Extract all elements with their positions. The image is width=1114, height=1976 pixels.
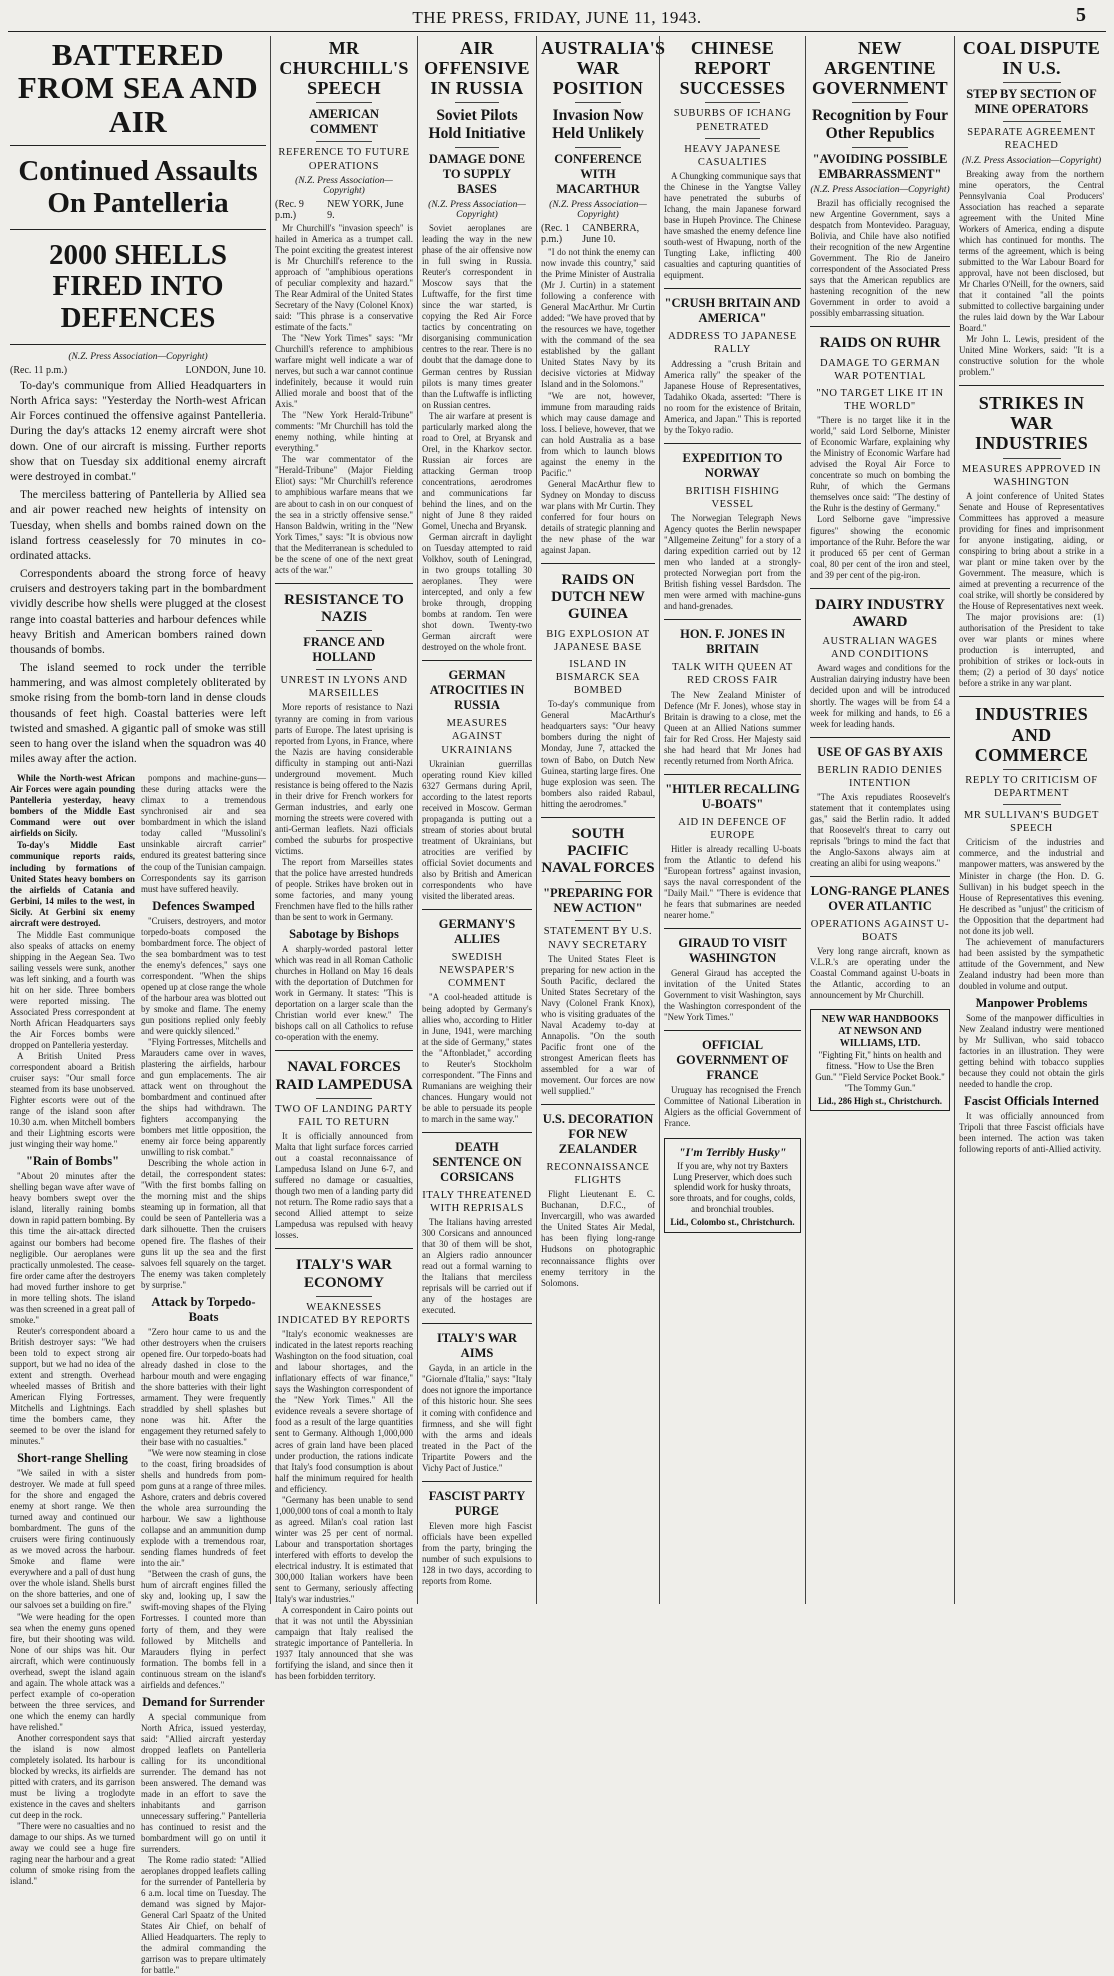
body-paragraph: The "New York Herald-Tribune" comments: "Mr Churchill has told the enemy nothing, while hinting at everything." (275, 410, 413, 454)
body-paragraph: Reuter's correspondent aboard a British destroyer says: "We had been told to expect strong air support, but we had no idea of the extent and strength. Overhead wheeled masses of British and American Flying Fortresses, Mitchells and Lightnings. Each time the bombers came, they seemed to be over the island for minutes." (10, 1325, 135, 1447)
subhead-defences-swamped: Defences Swamped (152, 898, 255, 913)
body-paragraph: The air warfare at present is particularly marked along the road to Orel, at Bryansk and Orel, in the Kharkov sector. Russian air forces are attacking German troop concentrations, aerodromes and communications far behind the lines, and on the night of June 8 they raided Gomel, Unecha and Bryansk. (422, 410, 532, 531)
body-paragraph: More reports of resistance to Nazi tyranny are coming in from various parts of Europe. The latest uprising is reported from Lyons, in France, where the Nazis are having considerable difficulty in stamping out anti-Nazi underground movement. Much resistance is being offered to the Nazis in their drive for French workers for German industries, and early one morning the streets were covered with anti-German leaflets. Nazi officials combed the suburbs for prospective victims. (275, 702, 413, 856)
body-paragraph: Brazil has officially recognised the new Argentine Government, says a despatch from Montevideo. Paraguay, Bolivia, and Chile have also notified their recognition of the new Argentine Government. The Rio de Janeiro correspondent of the Associated Press says that the American republics are hastening recognition of the new Government in order to avoid a possibly embarrassing situation. (810, 198, 950, 319)
column-7 (954, 36, 1108, 1604)
divider (10, 229, 266, 230)
body-paragraph: To-day's Middle East communique reports raids, including by formations of United States heavy bombers on the airfields of Catania and Gerbini, 14 miles to the west, in Sicily. At Gerbini six enemy aircraft were destroyed. (10, 840, 135, 928)
advertisement-handbooks (810, 1009, 950, 1111)
body-paragraph: Mr John L. Lewis, president of the United Mine Workers, said: "It is a constructive solution for the whole problem." (959, 334, 1104, 378)
divider (316, 102, 371, 103)
headline-italy-economy: ITALY'S WAR ECONOMY (295, 1257, 392, 1291)
divider (575, 147, 621, 148)
subhead-france-holland: FRANCE AND HOLLAND (303, 635, 385, 665)
masthead-rule (8, 31, 1106, 32)
body-paragraph: Uruguay has recognised the French Committee of National Liberation in Algiers as the official Government of France. (664, 1085, 801, 1129)
lead-paragraph: The merciless battering of Pantelleria by Allied sea and air power reached new heights of intensity on Tuesday, when shells and bombs rained down on the island fortress ceaselessly for 70 minutes in co-ordinated attacks. (10, 489, 266, 562)
dateline-received: (Rec. 9 p.m.) (275, 198, 304, 221)
divider (1003, 82, 1061, 83)
subhead-short-range: Short-range Shelling (17, 1451, 128, 1466)
divider (275, 583, 413, 584)
body-paragraph: The Middle East communique also speaks of attacks on enemy shipping in the Aegean Sea. Two sailing vessels were sunk, another was left sinking, and a fourth was hit on her side. Three bombers were reported missing. The Associated Press correspondent at North African Headquarters says the Air Forces bombs were dropped on Pantelleria yesterday. (10, 929, 135, 1051)
body-paragraph: Criticism of the industries and commerce, and the industrial and manpower matters, was answered by the Minister in charge (the Hon. D. G. Sullivan) in his budget speech in the House of Representatives this evening. He described as "unjust" the criticism of the Opposition that the department had not done its job well. (959, 837, 1104, 936)
press-credit: (N.Z. Press Association—Copyright) (428, 200, 526, 221)
lead-paragraph: To-day's communique from Allied Headquarters in North Africa says: "Yesterday the North-west African Air Forces continued the offensive against Pantelleria. During the day's attacks 12 enemy aircraft were shot down. One of our aircraft is missing. Further reports show that on Tuesday six additional enemy aircraft were destroyed in combat." (10, 379, 266, 483)
subhead-rain-of-bombs: "Rain of Bombs" (25, 1154, 120, 1169)
press-credit: (N.Z. Press Association—Copyright) (961, 155, 1102, 166)
subhead-no-target: "NO TARGET LIKE IT IN THE WORLD" (816, 387, 944, 413)
headline-german-atrocities: GERMAN ATROCITIES IN RUSSIA (429, 668, 525, 713)
headline-resistance: RESISTANCE TO NAZIS (284, 591, 404, 625)
body-paragraph: Hitler is already recalling U-boats from the Atlantic to defend his "European fortress" against invasion, says the naval correspondent of the "Daily Mail." "There is evidence that he fears that submarines are needed nearer home." (664, 844, 801, 921)
divider (664, 928, 801, 929)
divider (455, 102, 499, 103)
body-paragraph: The achievement of manufacturers had been assisted by the sympathetic attitude of the Government, and New Zealand industry had been more than doubled in volume and output. (959, 936, 1104, 991)
headline-official-government: OFFICIAL GOVERNMENT OF FRANCE (676, 1038, 789, 1083)
headline-continued-assaults: Continued Assaults On Pantelleria (18, 155, 258, 219)
body-paragraph: "The Axis repudiates Roosevelt's statement that it contemplates using gas," said the Berlin radio. It added that Roosevelt's threat to carry out reprisals "brings to mind the fact that the Anglo-Saxons always aim at creating an alibi for using weapons." (810, 791, 950, 869)
body-paragraph: Award wages and conditions for the Australian dairying industry have been decided upon and will be introduced shortly. The wages will be from £4 a week for milking and hands, to £6 a week for leading hands. (810, 663, 950, 729)
subhead-explosion: BIG EXPLOSION AT JAPANESE BASE (546, 628, 650, 653)
divider (422, 1481, 532, 1482)
body-paragraph: A Chungking communique says that the Chinese in the Yangtse Valley have penetrated the suburbs of Ichang, the main Japanese forward base in Hupeh Province. The Chinese have smashed the enemy defence line south-west of Hwapung, north of the Tungting Lake, inflicting 400 casualties and capturing quantities of equipment. (664, 170, 801, 281)
divider (316, 141, 371, 142)
masthead-title: THE PRESS, FRIDAY, JUNE 11, 1943. (412, 8, 702, 27)
headline-argentine: NEW ARGENTINE GOVERNMENT (811, 38, 948, 99)
subhead-japanese-rally: ADDRESS TO JAPANESE RALLY (668, 331, 797, 356)
dateline-place: NEW YORK, June 9. (327, 198, 404, 221)
body-paragraph: The New Zealand Minister of Defence (Mr F. Jones), whose stay in Britain is drawing to a close, met the Queen at an Allied Nations summer fair for Red Cross. Her Majesty said she had heard that Mr Jones had recently returned from North Africa. (664, 689, 801, 766)
press-credit: (N.Z. Press Association—Copyright) (295, 175, 393, 196)
divider (275, 1050, 413, 1051)
body-paragraph: "Flying Fortresses, Mitchells and Marauders came over in waves, plastering the airfields, harbour and gun emplacements. The air attack went on throughout the bombardment and continued after the ships had withdrawn. The fighters accompanying the bombers met little opposition, the enemy air force being apparently unwilling to risk combat." (141, 1036, 267, 1158)
advert-text: If you are, why not try Baxters Lung Preserver, which does such splendid work for husky throats, sore throats, and for coughs, colds, and bronchial troubles. (669, 1160, 796, 1215)
body-paragraph: It was officially announced from Tripoli that three Fascist officials have been interned. The action was taken following reports of anti-Allied activity. (959, 1111, 1104, 1155)
subhead-manpower: Manpower Problems (975, 995, 1088, 1010)
subhead-surrender: Demand for Surrender (142, 1694, 265, 1709)
subhead-separate-agreement: SEPARATE AGREEMENT REACHED (967, 127, 1096, 152)
divider (959, 696, 1104, 697)
subhead-u-boats: OPERATIONS AGAINST U-BOATS (810, 919, 950, 944)
body-paragraph: It is officially announced from Malta that light surface forces carried out a coastal reconnaissance of Lampedusa Island on June 6-7, and suffered no damage or casualties, though two men of a landing party did not return. The Rome radio says that a second Allied attempt to seize Lampedusa was repulsed with heavy losses. (275, 1131, 413, 1241)
subhead-war-potential: DAMAGE TO GERMAN WAR POTENTIAL (819, 357, 941, 382)
press-credit: (N.Z. Press Association—Copyright) (810, 185, 950, 196)
advertisement-husky (664, 1138, 801, 1233)
headline-chinese-report: CHINESE REPORT SUCCESSES (679, 38, 786, 99)
headline-use-of-gas: USE OF GAS BY AXIS (817, 744, 943, 759)
subhead-lyons-marseilles: UNREST IN LYONS AND MARSEILLES (280, 675, 408, 700)
divider (575, 102, 621, 103)
body-paragraph: General MacArthur flew to Sydney on Monday to discuss war plans with Mr Curtin. They conferred for four hours on details of strategic planning and the new phase of the war against Japan. (541, 478, 655, 555)
subhead-berlin-radio: BERLIN RADIO DENIES INTENTION (817, 764, 943, 789)
dateline-place: CANBERRA, June 10. (582, 223, 640, 246)
body-paragraph: To-day's communique from General MacArthur's headquarters says: "Our heavy bombers during the night of Monday, June 7, attacked the town of Babo, on Dutch New Guinea, starting large fires. One huge explosion was seen. The bombers also raided Rabaul, hitting the aerodromes." (541, 699, 655, 809)
subhead-fascist-officials: Fascist Officials Interned (964, 1094, 1099, 1109)
body-paragraph: The report from Marseilles states that the police have arrested hundreds of people. Strikes have broken out in some factories, and many young Frenchmen have fled to the hills rather than be sent to work in Germany. (275, 856, 413, 923)
body-paragraph: "Italy's economic weaknesses are indicated in the latest reports reaching Washington on the food situation, coal and labour shortages, and the inflationary effects of war finance," says the Washington correspondent of the "New York Times." All the evidence reveals a severe shortage of food as a result of the large quantities sent to Germany. Although 1,000,000 acres of grain land have been placed under production, the rations indicate that Italy's food consumption is about half the minimum required for health and efficiency. (275, 1329, 413, 1494)
subhead-navy-secretary: STATEMENT BY U.S. NAVY SECRETARY (543, 926, 653, 951)
body-paragraph: Ukrainian guerrillas operating round Kiev killed 6327 Germans during April, according to the latest reports received in Moscow. German propaganda is putting out a stream of stories about brutal treatment of Ukrainians, but atrocities are verified by official Soviet documents and also by British and American correspondents who have visited the liberated areas. (422, 758, 532, 902)
body-paragraph: The "New York Times" says: "Mr Churchill's reference to amphibious warfare might well indicate a war of nerves, but such a war cannot continue indefinitely, because it would ruin Allied morale and boost that of the Axis." (275, 333, 413, 410)
headline-dairy-award: DAIRY INDUSTRY AWARD (815, 596, 945, 630)
subhead-supply-bases: DAMAGE DONE TO SUPPLY BASES (428, 152, 526, 197)
subhead-torpedo-boats: Attack by Torpedo-Boats (151, 1294, 256, 1324)
body-paragraph: "Cruisers, destroyers, and motor torpedo-boats composed the bombardment force. The object of the sea bombardment was to test the enemy's defences," says one correspondent. "When the ships opened up at close range the whole of the harbour area was blotted out by smoke and flame. The enemy gun positions replied only feebly and were quickly silenced." (141, 915, 266, 1036)
divider (705, 138, 760, 139)
divider (705, 102, 760, 103)
divider (541, 563, 655, 564)
body-paragraph: "Zero hour came to us and the other destroyers when the cruisers opened fire. Our torpedo-boats had already dashed in close to the harbour mouth and were engaging the shore batteries with their light armament. They were frequently straddled by shell splashes but none was hit. After the engagement they returned safely to their base with no casualties." (141, 1326, 266, 1447)
body-paragraph: Gayda, in an article in the "Giornale d'Italia," says: "Italy does not ignore the importance of this historic hour. She sees it coming with confidence and firmness, and she will fight with the arms and ideals treated in the Pact of the Tripartite Powers and the Vichy Pact of Justice." (422, 1363, 532, 1473)
divider (664, 774, 801, 775)
divider (810, 876, 950, 877)
subhead-sabotage-bishops: Sabotage by Bishops (289, 927, 399, 942)
body-paragraph: The war commentator of the "Herald-Tribune" (Major Fielding Eliot) says: "Mr Churchill's reference to amphibious warfare means that we are about to cash in on our conquest of the sea in a strictly offensive sense." Hanson Baldwin, writing in the "New York Times," says: "It is obvious now that the Mediterranean is scheduled to be the scene of one of the next great acts of the war." (275, 454, 413, 575)
subhead-sullivan-budget: MR SULLIVAN'S BUDGET SPEECH (963, 810, 1100, 835)
lead-paragraph: The island seemed to rock under the terrible hammering, and was almost completely obliterated by smoke rising from the bomb-torn land in dense clouds thousands of feet high. Coastal batteries were left twisted and smashed. A gigantic pall of smoke was still seen to hang over the island when the squadron was 40 miles away after the action. (10, 662, 266, 766)
body-paragraph: Eleven more high Fascist officials have been expelled from the party, bringing the number of such expulsions to 128 in two days, according to reports from Rome. (422, 1520, 532, 1586)
divider (541, 1104, 655, 1105)
headline-coal-dispute: COAL DISPUTE IN U.S. (962, 38, 1101, 79)
lead-paragraph: Correspondents aboard the strong force of heavy cruisers and destroyers taking part in the bombardment vividly describe how shells were plugged at the closest range into coastal batteries and harbour defences while heavy British and American bombers rained down thousands of bombs. (10, 568, 266, 656)
divider (10, 145, 266, 146)
divider (810, 326, 950, 327)
advert-address: Lid., Colombo st., Christchurch. (670, 1216, 795, 1227)
headline-long-range-planes: LONG-RANGE PLANES OVER ATLANTIC (810, 884, 950, 914)
divider (422, 909, 532, 910)
subhead-defence-europe: AID IN DEFENCE OF EUROPE (678, 816, 787, 841)
subhead-reconnaissance: RECONNAISSANCE FLIGHTS (546, 1162, 650, 1187)
headline-new-guinea: RAIDS ON DUTCH NEW GUINEA (551, 571, 645, 623)
body-paragraph: pompons and machine-guns—these during attacks were the climax to a tremendous synchronised air and sea bombardment in which the island today called "Mussolini's unsinkable aircraft carrier" endured its greatest battering since the coup of the Tunisian campaign. Correspondents say its garrison must have suffered heavily. (141, 773, 266, 894)
subhead-recognition: Recognition by Four Other Republics (811, 107, 949, 143)
body-paragraph: Describing the whole action in detail, the correspondent states: "With the first bombs falling on the morning mist and the ships steaming up in formation, all that could be seen of Pantelleria was a dark silhouette. Then the cruisers opened fire. The flashes of their guns lit up the sea and the first salvoes fell squarely on the target. The enemy was taken completely by surprise." (141, 1158, 266, 1290)
divider (852, 102, 908, 103)
headline-lampedusa: NAVAL FORCES RAID LAMPEDUSA (275, 1059, 413, 1093)
divider (810, 737, 950, 738)
body-paragraph: "I do not think the enemy can now invade this country," said the Prime Minister of Australia (Mr J. Curtin) in a statement following a conference with General MacArthur. Mr Curtin added: "We have proved that by the resources we have, together with the command of the sea established by the gallant United States Navy by its decisive victories at Midway Island and in the Solomons." (541, 247, 655, 390)
headline-expedition-norway: EXPEDITION TO NORWAY (682, 450, 783, 480)
headline-industries-commerce: INDUSTRIES AND COMMERCE (974, 704, 1089, 765)
article-body-columns (10, 773, 266, 1976)
headline-australia: AUSTRALIA'S WAR POSITION (541, 38, 666, 99)
headline-germany-allies: GERMANY'S ALLIES (438, 917, 516, 947)
body-paragraph: "We sailed in with a sister destroyer. We made at full speed for the shore and engaged the enemy at short range. We then turned away and continued our bombardment. The guns of the cruisers were firing continuously as we moved across the harbour. Smoke and flame were everywhere and a pall of dust hung over the whole island. Shells burst on the shore batteries, and one of our salvoes set a building on fire." (10, 1468, 135, 1611)
press-credit: (N.Z. Press Association—Copyright) (549, 200, 647, 221)
subhead-queen-red-cross: TALK WITH QUEEN AT RED CROSS FAIR (672, 662, 793, 687)
body-paragraph: "There were no casualties and no damage to our ships. As we turned away we could see a huge fire raging near the harbour and a great column of smoke rising from the island." (10, 1821, 135, 1887)
body-paragraph: "A cool-headed attitude is being adopted by Germany's allies who, according to Hitler in June, 1941, were marching at the side of Germany," states the "Aftonbladet," according to Reuter's Stockholm correspondent. "The Finns and Rumanians are weighing their chances. Hungary would not be able to persuade its people to march in the same way." (422, 992, 532, 1124)
headline-south-pacific: SOUTH PACIFIC NAVAL FORCES (541, 825, 655, 877)
body-paragraph: Breaking away from the northern mine operators, the Central Pennsylvania Coal Producers' Association has reached a separate agreement with the United Mine Workers of America, ending a dispute which has continued for months. The terms of the agreement, which is being submitted to the War Labour Board for approval, have not been disclosed, but Mr Charles O'Neill, for the owners, said that it contained "all the points submitted to collective bargaining under the rules laid down by the War Labour Board." (959, 168, 1104, 333)
headline-hitler-u-boats: "HITLER RECALLING U-BOATS" (665, 781, 800, 811)
headline-strikes: STRIKES IN WAR INDUSTRIES (974, 393, 1089, 454)
divider (664, 1030, 801, 1031)
divider (959, 385, 1104, 386)
divider (316, 1098, 371, 1099)
dateline-place: LONDON, June 10. (185, 364, 266, 376)
subhead-reprisals: ITALY THREATENED WITH REPRISALS (422, 1189, 532, 1214)
divider (575, 881, 621, 882)
press-credit: (N.Z. Press Association—Copyright) (68, 351, 208, 362)
subhead-mine-operators: STEP BY SECTION OF MINE OPERATORS (966, 87, 1097, 117)
subhead-invasion-unlikely: Invasion Now Held Unlikely (552, 107, 644, 143)
subhead-future-operations: REFERENCE TO FUTURE OPERATIONS (278, 147, 410, 172)
body-paragraph: Flight Lieutenant E. C. Buchanan, D.F.C., of Invercargill, who was awarded the United States Air Medal, has been flying long-range Hudsons on photographic reconnaissance flights over enemy territory in the Solomons. (541, 1189, 655, 1288)
headline-giraud: GIRAUD TO VISIT WASHINGTON (678, 936, 787, 966)
advert-address: Lid., 286 High st., Christchurch. (817, 1095, 943, 1106)
body-paragraph: "We were heading for the open sea when the enemy guns opened fire, but their shooting was wild. None of our ships was hit. Our aircraft, which were continuously overhead, swept the island again and again. The whole attack was a perfect example of co-operation between the three services, and one which the enemy can hardly have relished." (10, 1611, 135, 1732)
body-paragraph: General Giraud has accepted the invitation of the United States Government to visit Washington, says the Washington correspondent of the "New York Times." (664, 968, 801, 1023)
subhead-ichang: SUBURBS OF ICHANG PENETRATED (673, 108, 792, 133)
headline-battered: BATTERED FROM SEA AND AIR (17, 37, 259, 139)
advert-quote: "I'm Terribly Husky" (678, 1144, 787, 1159)
subhead-weaknesses: WEAKNESSES INDICATED BY REPORTS (277, 1301, 411, 1327)
divider (1003, 804, 1061, 805)
masthead (0, 0, 1114, 34)
subhead-measures-approved: MEASURES APPROVED IN WASHINGTON (961, 463, 1102, 488)
advert-text: "Fighting Fit," hints on health and fitness. "How to Use the Bren Gun." "Field Service Pocket Book." "The Tommy Gun." (815, 1050, 945, 1093)
divider (1003, 121, 1061, 122)
body-paragraph: While the North-west African Air Forces were again pounding Pantelleria yesterday, heavy bombers of the Middle East Command were out over airfields on Sicily. (10, 773, 135, 839)
subhead-reply-criticism: REPLY TO CRITICISM OF DEPARTMENT (965, 774, 1098, 800)
subhead-american-comment: AMERICAN COMMENT (308, 107, 380, 137)
headline-churchill: MR CHURCHILL'S SPEECH (279, 38, 409, 99)
divider (1003, 458, 1061, 459)
subhead-soviet-pilots: Soviet Pilots Hold Initiative (428, 107, 526, 143)
body-paragraph: "There is no target like it in the world," said Lord Selborne, Minister of Economic Warfare, explaining why the Ministry of Economic Warfare had advised the Royal Air Force to concentrate so much on bombing the Ruhr, of which the Germans themselves once said: "The destiny of the Ruhr is the destiny of Germany." (810, 415, 950, 514)
divider (10, 344, 266, 345)
subhead-fishing-vessel: BRITISH FISHING VESSEL (685, 485, 780, 510)
subhead-australian-wages: AUSTRALIAN WAGES AND CONDITIONS (822, 636, 938, 661)
headline-jones-britain: HON. F. JONES IN BRITAIN (680, 627, 785, 657)
column-5 (659, 36, 805, 1604)
subhead-bismarck-sea: ISLAND IN BISMARCK SEA BOMBED (555, 658, 641, 697)
dateline-received: (Rec. 1 p.m.) (541, 223, 570, 246)
body-paragraph: A correspondent in Cairo points out that it was not until the Abyssinian campaign that Italy realised the strategic importance of Pantelleria. In 1937 Italy announced that she was fortifying the island, and since then it has been forbidden territory. (275, 1604, 413, 1682)
subhead-swedish-comment: SWEDISH NEWSPAPER'S COMMENT (439, 952, 515, 990)
divider (810, 588, 950, 589)
body-paragraph: "We are not, however, immune from marauding raids which may cause damage and loss. I believe, however, that we can hold Australia as a base from which to launch blows against the enemy in the Pacific." (541, 390, 655, 478)
column-1 (6, 36, 270, 1976)
divider (852, 147, 908, 148)
headline-air-offensive: AIR OFFENSIVE IN RUSSIA (424, 38, 530, 99)
column-2 (270, 36, 417, 1682)
body-paragraph: The Rome radio stated: "Allied aeroplanes dropped leaflets calling for the surrender of Pantelleria by 6 a.m. local time on Tuesday. The demand was signed by Major-General Carl Spaatz of the United States Air Chief, on behalf of Allied Headquarters. The reply to the admiral commanding the garrison was to prepare ultimately for battle." (141, 1855, 266, 1976)
headline-corsicans: DEATH SENTENCE ON CORSICANS (432, 1139, 522, 1184)
headline-crush-britain: "CRUSH BRITAIN AND AMERICA" (664, 296, 801, 326)
headline-shells-fired: 2000 SHELLS FIRED INTO DEFENCES (48, 239, 228, 334)
body-paragraph: Lord Selborne gave "impressive figures" showing the economic importance of the Ruhr. Before the war it produced 65 per cent of German coal, 80 per cent of the iron and steel, and 39 per cent of the pig-iron. (810, 514, 950, 580)
divider (422, 1323, 532, 1324)
body-paragraph: Some of the manpower difficulties in New Zealand industry were mentioned by Mr Sullivan, who said tobacco factories in an illustration. They were getting behind with tobacco supplies because they could not obtain the girls needed to handle the crop. (959, 1012, 1104, 1090)
divider (664, 619, 801, 620)
body-paragraph: A special communique from North Africa, issued yesterday, said: "Allied aircraft yesterday dropped leaflets on Pantelleria calling for its unconditional surrender. The demand has not been answered. The demand was made in an effort to save the inhabitants and garrison unnecessary suffering." Pantelleria has continued to resist and the bombardment will go on until it surrenders. (141, 1711, 266, 1855)
divider (316, 669, 371, 670)
subhead-landing-party: TWO OF LANDING PARTY FAIL TO RETURN (275, 1103, 413, 1128)
divider (664, 288, 801, 289)
body-paragraph: "Germany has been unable to send 1,000,000 tons of coal a month to Italy as agreed. Milan's coal ration last winter was 25 per cent of normal. Labour and transportation shortages interfered with efforts to develop the electrical industry. It is estimated that 300,000 Italian workers have been sent to Germany, seriously affecting Italy's war industries." (275, 1494, 413, 1604)
dateline-received: (Rec. 11 p.m.) (10, 364, 68, 376)
body-paragraph: "We were now steaming in close to the coast, firing broadsides of shells and hundreds from pom-pom guns at a range of three miles. Ashore, craters and debris covered the whole area surrounding the harbour. We saw a lighthouse collapse and an ammunition dump explode with a tremendous roar, sending flames hundreds of feet into the air." (141, 1448, 266, 1569)
body-paragraph: "About 20 minutes after the shelling began wave after wave of heavy bombers swept over the island, literally raining bombs down in rapid pattern bombing. By this time the air-attack directed against our bombers had become negligible. Our aeroplanes were practically unmolested. The cease-fire order came after the destroyers had moved further inshore to get in more telling shots. The island was then screened in a great pall of smoke." (10, 1171, 135, 1325)
body-paragraph: A joint conference of United States Senate and House of Representatives Committees has approved a measure providing for fines and imprisonment for anyone instigating, aiding, or conspiring to bring about a strike in a war plant or mine taken over by the Government. The measure, which is aimed at preventing a recurrence of the coal strike, will shortly be considered by the House of Representatives next week. (959, 490, 1104, 612)
subhead-embarrassment: "AVOIDING POSSIBLE EMBARRASSMENT" (812, 152, 948, 182)
dateline (10, 365, 266, 376)
headline-fascist-purge: FASCIST PARTY PURGE (428, 1488, 526, 1518)
divider (316, 630, 371, 631)
column-6 (805, 36, 954, 1604)
body-paragraph: Very long range aircraft, known as V.L.R.'s are operating under the Coastal Command against U-boats in the Atlantic, according to an announcement by Mr Churchill. (810, 946, 950, 1001)
divider (422, 1132, 532, 1133)
body-paragraph: The Norwegian Telegraph News Agency quotes the Berlin newspaper "Allgemeine Zeitung" for a story of a daring expedition carried out by 12 men who landed at a strongly-protected Norwegian port from the British fishing vessel Bardsdon. The men were armed with machine-guns and hand-grenades. (664, 513, 801, 612)
body-paragraph: The Italians having arrested 300 Corsicans and announced that 30 of them will be shot, an Algiers radio announcer read out a formal warning to the Italians that merciless reprisals will be carried out if any of the hostages are executed. (422, 1217, 532, 1316)
divider (1003, 769, 1061, 770)
article-body-left (10, 773, 135, 1976)
divider (275, 1248, 413, 1249)
column-3 (417, 36, 536, 1604)
body-paragraph: The major provisions are: (1) authorisation of the President to take over war plants or mines where production is interrupted, and prohibition of strikes or lock-outs in them; (2) a period of 30 days' notice before a strike in any war plant. (959, 612, 1104, 689)
subhead-macarthur: CONFERENCE WITH MACARTHUR (554, 152, 642, 197)
dateline (275, 199, 413, 221)
body-paragraph: Soviet aeroplanes are leading the way in the new phase of the air offensive now in full swing in Russia. Reuter's correspondent in Moscow says that the Luftwaffe, for the first time since the war started, is copying the Red Air Force tactics by concentrating on disorganising communication centres to the rear. There is no doubt that the damage done to German centres by Russian pilots is many times greater than the Luftwaffe is inflicting on Russian centres. (422, 223, 532, 410)
divider (664, 443, 801, 444)
subhead-ukrainians: MEASURES AGAINST UKRAINIANS (441, 718, 513, 756)
body-paragraph: A sharply-worded pastoral letter which was read in all Roman Catholic churches in Holland on May 16 deals with the deportation of Dutchmen for work in Germany. It states: "This is deportation on a larger scale than the Christian world ever knew." The bishops call on all Catholics to refuse co-operation with the enemy. (275, 944, 413, 1043)
column-4 (536, 36, 666, 1604)
divider (541, 817, 655, 818)
advert-title: NEW WAR HANDBOOKS AT NEWSON AND WILLIAMS, LTD. (821, 1014, 939, 1050)
subhead-japanese-casualties: HEAVY JAPANESE CASUALTIES (684, 143, 781, 168)
divider (455, 147, 499, 148)
page-number: 5 (1076, 4, 1086, 26)
dateline (541, 223, 655, 245)
body-paragraph: Another correspondent says that the island is now almost completely isolated. Its harbour is blocked by wrecks, its airfields are pitted with craters, and its garrison must be living a troglodyte existence in the caves and shelters cut deep in the rock. (10, 1732, 135, 1821)
article-body-right (141, 773, 266, 1976)
divider (575, 920, 621, 921)
body-paragraph: German aircraft in daylight on Tuesday attempted to raid Volkhov, south of Leningrad, in two groups totalling 30 aeroplanes. They were intercepted, and only a few broke through, dropping bombs at random. Ten were shot down. Twenty-two German aircraft were destroyed on the whole front. (422, 531, 532, 653)
headline-italy-war-aims: ITALY'S WAR AIMS (436, 1331, 517, 1361)
body-paragraph: Addressing a "crush Britain and America rally" the speaker of the Japanese House of Representatives, Tadahiko Okada, asserted: "There is no room for the existence of Britain, America, and Japan." This is reported by the Tokyo radio. (664, 358, 801, 435)
headline-raids-ruhr: RAIDS ON RUHR (819, 335, 941, 352)
body-paragraph: Mr Churchill's "invasion speech" is hailed in America as a trumpet call. The point exciting the greatest interest is Mr Churchill's reference to the approach of "amphibious operations of peculiar complexity and hazard." The Rear Admiral of the United States Secretary of the Navy (Colonel Knox) said: "This phrase is a conservative estimate of the facts." (275, 222, 413, 332)
subhead-new-action: "PREPARING FOR NEW ACTION" (543, 886, 653, 916)
body-paragraph: A British United Press correspondent aboard a British cruiser says: "Our small force steamed from its base unobserved. Fighter escorts were out of the range of the island soon after 10.30 a.m. when Mitchell bombers and their Lightning escorts were just winging their way home." (10, 1051, 135, 1150)
divider (316, 1296, 371, 1297)
body-paragraph: The United States Fleet is preparing for new action in the South Pacific, declared the United States Secretary of the Navy (Colonel Frank Knox), who is visiting graduates of the Naval Academy to-day at Annapolis. "On the south Pacific front one of the strongest American fleets has assembled for a war of movement. Our forces are now well supplied." (541, 953, 655, 1097)
body-paragraph: "Between the crash of guns, the hum of aircraft engines filled the sky and, looking up, I saw the swift-moving shapes of the Flying Fortresses. I counted more than forty of them, and they were followed by Mitchells and Marauders flying in perfect formation. The bombs fell in a continuous stream on the island's airfields and defences." (141, 1569, 266, 1690)
headline-us-decoration: U.S. DECORATION FOR NEW ZEALANDER (542, 1112, 654, 1157)
divider (422, 660, 532, 661)
